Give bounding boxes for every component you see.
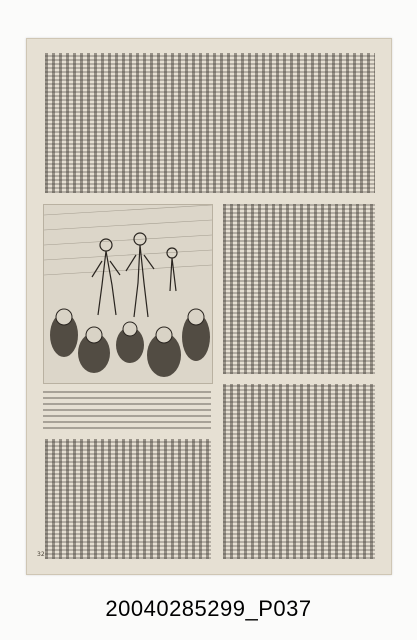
text-column-block-top <box>45 53 375 193</box>
text-column-block-right <box>223 204 375 374</box>
text-column-block-bottom-left <box>45 439 211 559</box>
scanned-page <box>26 38 392 575</box>
page-number: 32 <box>37 551 45 558</box>
text-column-block-bottom <box>223 384 375 559</box>
illustration-caption <box>43 391 211 429</box>
illustration <box>43 204 213 384</box>
group-of-people-sketch-icon <box>44 205 212 383</box>
archive-identifier: 20040285299_P037 <box>105 596 312 621</box>
